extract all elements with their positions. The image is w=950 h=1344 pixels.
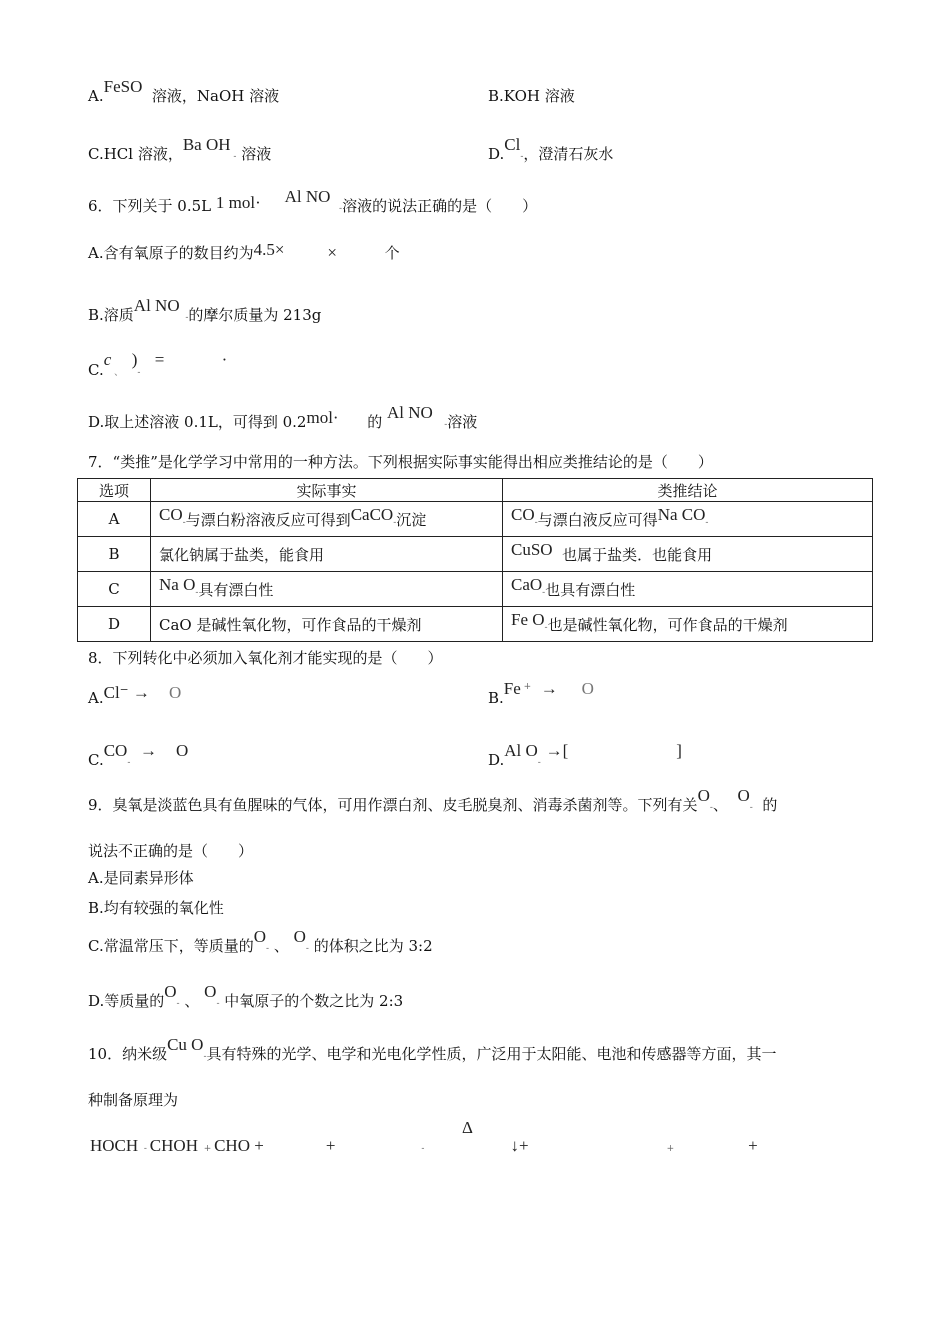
q9-option-d: D.等质量的O- 、 O- 中氧原子的个数之比为 2:3	[88, 982, 404, 1010]
table-row: B 氯化钠属于盐类，能食用 CuSO 也属于盐类．也能食用	[78, 537, 873, 572]
q9-stem-continued: 说法不正确的是（ ）	[88, 842, 254, 860]
reaction-equation: HOCH - CHOH + CHO + + - ↓+ + +	[90, 1136, 758, 1155]
q6-option-b: B.溶质Al NO -的摩尔质量为 213g	[88, 296, 322, 324]
header-conclusion: 类推结论	[503, 479, 873, 502]
q6-stem: 6．下列关于 0.5L 1 mol· Al NO -溶液的说法正确的是（ ）	[88, 187, 538, 215]
q9-option-a: A.是同素异形体	[88, 869, 194, 887]
q8-option-a: A.Cl⁻ → O	[88, 683, 182, 707]
conclusion-cell: CaO-也具有漂白性	[503, 572, 873, 607]
q8-stem: 8．下列转化中必须加入氧化剂才能实现的是（ ）	[88, 649, 443, 667]
conclusion-cell: CuSO 也属于盐类．也能食用	[503, 537, 873, 572]
q7-stem: 7．“类推”是化学学习中常用的一种方法。下列根据实际事实能得出相应类推结论的是（ ）	[88, 453, 713, 471]
fact-cell: CaO 是碱性氧化物，可作食品的干燥剂	[151, 607, 503, 642]
q6-option-c: C.c 、 )- = ·	[88, 350, 228, 379]
header-option: 选项	[78, 479, 151, 502]
q8-option-d: D.Al O- →[ ]	[488, 741, 682, 769]
fact-cell: 氯化钠属于盐类，能食用	[151, 537, 503, 572]
conclusion-cell: CO-与漂白液反应可得Na CO-	[503, 502, 873, 537]
table-row: D CaO 是碱性氧化物，可作食品的干燥剂 Fe O-也是碱性氧化物，可作食品的干燥剂	[78, 607, 873, 642]
q9-stem: 9．臭氧是淡蓝色具有鱼腥味的气体，可用作漂白剂、皮毛脱臭剂、消毒杀菌剂等。下列有关O-、 O- 的	[88, 786, 778, 814]
fact-cell: Na O-具有漂白性	[151, 572, 503, 607]
q9-option-b: B.均有较强的氧化性	[88, 899, 224, 917]
table-row: C Na O-具有漂白性 CaO-也具有漂白性	[78, 572, 873, 607]
q5-option-d: D.Cl-，澄清石灰水	[488, 135, 614, 163]
table-header-row	[78, 479, 873, 502]
q10-stem-continued: 种制备原理为	[88, 1091, 179, 1109]
reaction-heat-delta: Δ	[462, 1118, 473, 1137]
header-fact: 实际事实	[151, 479, 503, 502]
q5-option-a: A.FeSO 溶液，NaOH 溶液	[88, 77, 280, 105]
q8-option-c: C.CO- → O	[88, 741, 189, 769]
table-row: A CO-与漂白粉溶液反应可得到CaCO-沉淀 CO-与漂白液反应可得Na CO-	[78, 502, 873, 537]
q6-option-d: D.取上述溶液 0.1L，可得到 0.2mol· 的 Al NO -溶液	[88, 403, 478, 431]
q8-option-b: B.Fe + → O	[488, 679, 594, 707]
q5-option-b: B.KOH 溶液	[488, 87, 575, 105]
q9-option-c: C.常温常压下，等质量的O- 、 O- 的体积之比为 3:2	[88, 927, 433, 955]
conclusion-cell: Fe O-也是碱性氧化物，可作食品的干燥剂	[503, 607, 873, 642]
fact-cell: CO-与漂白粉溶液反应可得到CaCO-沉淀	[151, 502, 503, 537]
q6-option-a: A.含有氧原子的数目约为4.5× × 个	[88, 240, 400, 262]
q10-stem: 10．纳米级Cu O-具有特殊的光学、电学和光电化学性质，广泛用于太阳能、电池和传感器等方面，其一	[88, 1035, 777, 1063]
q7-table	[77, 478, 873, 642]
q5-option-c: C.HCl 溶液，Ba OH - 溶液	[88, 135, 272, 163]
